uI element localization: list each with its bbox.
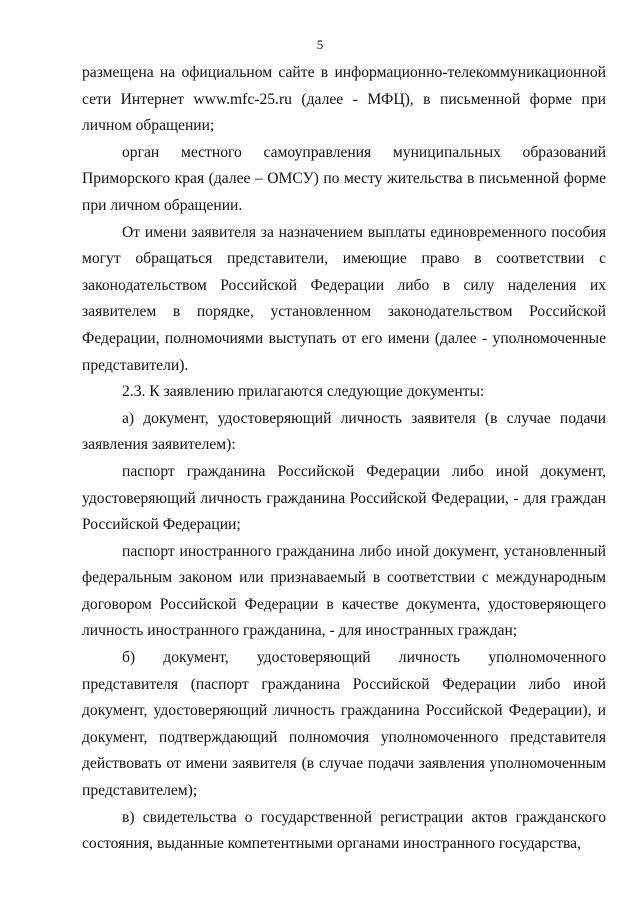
- paragraph-mfc-website: размещена на официальном сайте в информационно-телекоммуникационной сети Интернет www.mfc-25.ru (далее - МФЦ), в письменной форме при личном обращении;: [82, 64, 606, 135]
- paragraph-section-2-3: 2.3. К заявлению прилагаются следующие документы:: [122, 383, 485, 401]
- document-body: [82, 60, 606, 858]
- paragraph-item-v: в) свидетельства о государственной регистрации актов гражданского состояния, выданные компетентными органами иностранного государства,: [82, 808, 606, 853]
- paragraph-item-b: б) документ, удостоверяющий личность уполномоченного представителя (паспорт гражданина Российской Федерации либо иной документ, удостоверяющий личность гражданина Российской Федерации), и документ, подтверждающий полномочия уполномоченного представителя действовать от имени заявителя (в случае подачи заявления уполномоченным представителем);: [82, 649, 606, 800]
- paragraph-item-a: а) документ, удостоверяющий личность заявителя (в случае подачи заявления заявителем):: [82, 409, 606, 454]
- paragraph-passport-citizen: паспорт гражданина Российской Федерации либо иной документ, удостоверяющий личность гражданина Российской Федерации, - для граждан Российской Федерации;: [82, 462, 606, 534]
- page-number: 5: [316, 37, 324, 52]
- paragraph-representatives: От имени заявителя за назначением выплаты единовременного пособия могут обращаться представители, имеющие право в соответствии с законодательством Российской Федерации либо в силу наделения их заявителем в порядке, установленном законодательством Российской Федерации, полномочиями выступать от его имени (далее - уполномоченные представители).: [82, 223, 606, 374]
- paragraph-passport-foreign: паспорт иностранного гражданина либо иной документ, установленный федеральным законом или признаваемый в соответствии с международным договором Российской Федерации в качестве документа, удостоверяющего личность иностранного гражданина, - для иностранных граждан;: [82, 542, 606, 640]
- paragraph-omsu: орган местного самоуправления муниципальных образований Приморского края (далее – ОМСУ) по месту жительства в письменной форме при личном обращении.: [82, 143, 606, 214]
